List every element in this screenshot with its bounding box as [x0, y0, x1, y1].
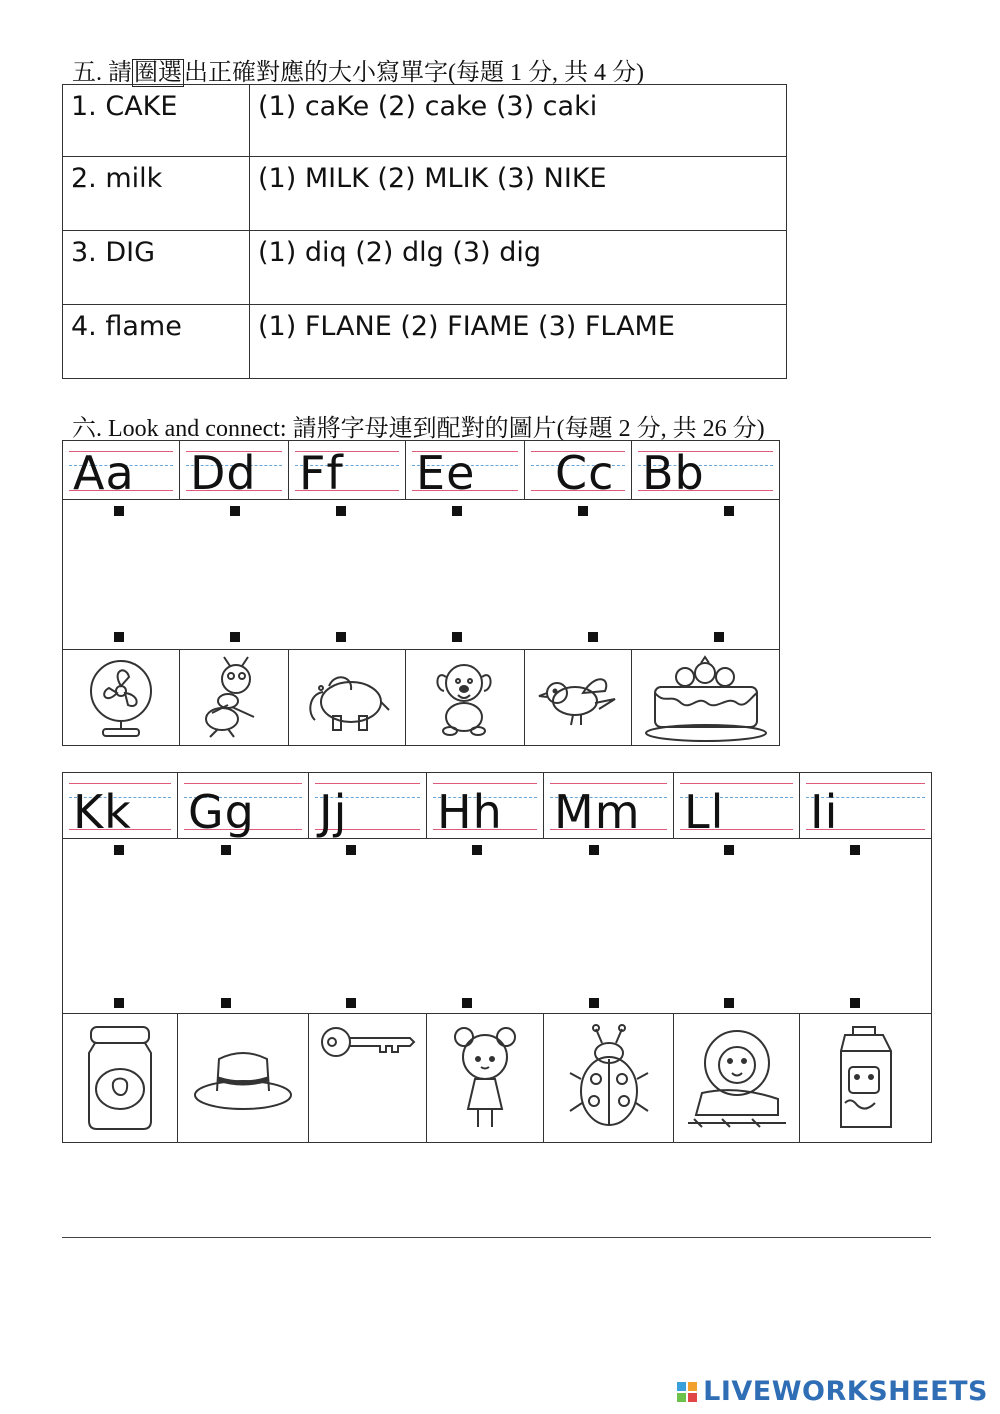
connect-dot[interactable] — [724, 998, 734, 1008]
letter-pair: Dd — [190, 446, 257, 499]
connect-dot[interactable] — [724, 506, 734, 516]
letter-cell — [800, 773, 931, 838]
girl-icon — [450, 1023, 520, 1133]
question-cell: 4. flame — [63, 305, 250, 379]
question-cell: 2. milk — [63, 157, 250, 231]
fan-icon — [81, 655, 161, 740]
key-icon — [318, 1022, 418, 1062]
letter-pair: Kk — [73, 785, 132, 838]
options-cell[interactable]: (1) FLANE (2) FIAME (3) FLAME — [250, 305, 787, 379]
connect-dot[interactable] — [724, 845, 734, 855]
picture-row — [63, 1014, 931, 1142]
connect-area[interactable] — [63, 500, 779, 650]
liveworksheets-logo — [677, 1376, 988, 1407]
picture-cell — [180, 650, 289, 745]
table-row — [63, 85, 787, 157]
ladybug-icon — [564, 1023, 654, 1133]
connect-dot[interactable] — [850, 998, 860, 1008]
connect-dot[interactable] — [221, 998, 231, 1008]
ant-icon — [192, 655, 276, 740]
letter-cell — [544, 773, 674, 838]
connect-dot[interactable] — [589, 998, 599, 1008]
letter-pair: Bb — [642, 446, 705, 499]
letter-pair: Gg — [188, 785, 255, 838]
picture-cell — [63, 650, 180, 745]
picture-row — [63, 650, 779, 745]
bottom-divider — [62, 1237, 931, 1238]
letter-pair: Aa — [73, 446, 135, 499]
letter-cell — [309, 773, 427, 838]
section5-heading-prefix: 五. 請 — [72, 60, 132, 86]
connect-dot[interactable] — [462, 998, 472, 1008]
options-cell[interactable]: (1) caKe (2) cake (3) caki — [250, 85, 787, 157]
letter-cell — [674, 773, 800, 838]
connect-dot[interactable] — [452, 506, 462, 516]
picture-cell — [406, 650, 525, 745]
letter-cell — [289, 441, 406, 499]
section6-heading: 六. Look and connect: 請將字母連到配對的圖片(每題 2 分, 共 26 分) — [72, 416, 765, 442]
picture-cell — [525, 650, 632, 745]
brand-icon — [677, 1382, 697, 1402]
connect-area[interactable] — [63, 839, 931, 1014]
letter-pair: Hh — [437, 785, 503, 838]
letter-row — [63, 441, 779, 500]
letter-pair: Jj — [319, 785, 348, 838]
jam-jar-icon — [75, 1023, 165, 1133]
dog-icon — [422, 655, 508, 740]
case-matching-table — [62, 84, 787, 379]
letter-pair: Ee — [416, 446, 476, 499]
letter-cell — [63, 441, 180, 499]
question-cell: 1. CAKE — [63, 85, 250, 157]
connect-dot[interactable] — [230, 632, 240, 642]
letter-cell — [180, 441, 289, 499]
picture-cell — [674, 1014, 800, 1142]
connect-dot[interactable] — [589, 845, 599, 855]
picture-cell — [309, 1014, 427, 1142]
picture-cell — [800, 1014, 931, 1142]
question-cell: 3. DIG — [63, 231, 250, 305]
picture-cell — [632, 650, 779, 745]
section5-heading — [72, 52, 644, 87]
connect-dot[interactable] — [714, 632, 724, 642]
letter-row — [63, 773, 931, 839]
connect-dot[interactable] — [346, 845, 356, 855]
table-row — [63, 157, 787, 231]
connect-dot[interactable] — [452, 632, 462, 642]
letter-pair: Ll — [684, 785, 725, 838]
letter-pair: Cc — [555, 446, 615, 499]
lion-icon — [682, 1023, 792, 1133]
letter-cell — [632, 441, 779, 499]
elephant-icon — [299, 658, 395, 738]
connect-dot[interactable] — [114, 506, 124, 516]
letter-cell — [525, 441, 632, 499]
connect-dot[interactable] — [230, 506, 240, 516]
connect-dot[interactable] — [221, 845, 231, 855]
connect-dot[interactable] — [346, 998, 356, 1008]
connect-dot[interactable] — [850, 845, 860, 855]
letter-pair: Mm — [554, 785, 641, 838]
options-cell[interactable]: (1) diq (2) dlg (3) dig — [250, 231, 787, 305]
connect-dot[interactable] — [472, 845, 482, 855]
letter-pair: Ii — [810, 785, 839, 838]
brand-text: LIVEWORKSHEETS — [703, 1376, 988, 1407]
connect-dot[interactable] — [588, 632, 598, 642]
table-row — [63, 305, 787, 379]
milk-carton-icon — [831, 1023, 901, 1133]
bird-icon — [535, 663, 621, 733]
picture-cell — [544, 1014, 674, 1142]
letter-cell — [63, 773, 178, 838]
connect-grid-2 — [62, 772, 932, 1143]
picture-cell — [178, 1014, 309, 1142]
letter-cell — [427, 773, 544, 838]
letter-cell — [406, 441, 525, 499]
letter-cell — [178, 773, 309, 838]
connect-dot[interactable] — [114, 632, 124, 642]
connect-dot[interactable] — [114, 845, 124, 855]
cake-icon — [641, 653, 771, 743]
connect-dot[interactable] — [114, 998, 124, 1008]
picture-cell — [427, 1014, 544, 1142]
options-cell[interactable]: (1) MILK (2) MLIK (3) NIKE — [250, 157, 787, 231]
picture-cell — [63, 1014, 178, 1142]
table-row — [63, 231, 787, 305]
section5-heading-suffix: 出正確對應的大小寫單字(每題 1 分, 共 4 分) — [184, 60, 644, 86]
letter-pair: Ff — [299, 446, 344, 499]
connect-dot[interactable] — [336, 506, 346, 516]
picture-cell — [289, 650, 406, 745]
connect-dot[interactable] — [578, 506, 588, 516]
connect-grid-1 — [62, 440, 780, 746]
hat-icon — [191, 1043, 295, 1113]
section5-heading-boxed: 圈選 — [134, 60, 182, 86]
connect-dot[interactable] — [336, 632, 346, 642]
